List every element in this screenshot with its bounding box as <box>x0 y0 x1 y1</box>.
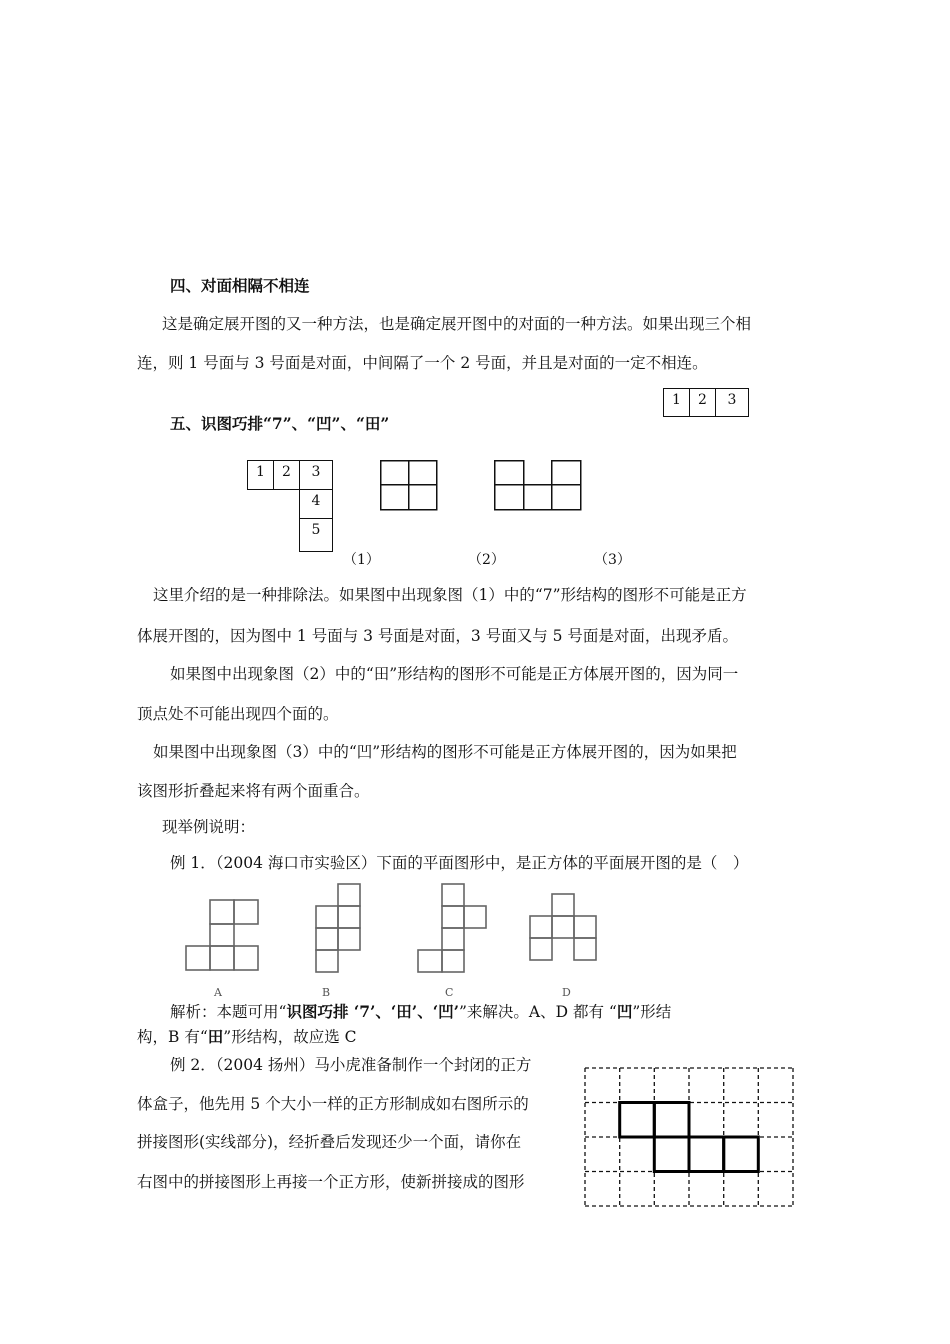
option-d-label: D <box>562 986 571 999</box>
figure-tian-shape <box>380 460 440 512</box>
fig1-cell-4: 4 <box>299 489 333 519</box>
fig1-cell-5: 5 <box>299 518 333 552</box>
fig1-cell-3: 3 <box>299 460 333 490</box>
section5-heading: 五、识图巧排“7”、“凹”、“田” <box>170 414 390 433</box>
example1-analysis-line2 <box>137 1027 356 1047</box>
analysis-prefix: 解析：本题可用“ <box>170 1003 287 1021</box>
fig1-cell-1: 1 <box>247 460 274 490</box>
figure-ao-shape <box>494 460 584 512</box>
caption-2: （2） <box>468 552 505 568</box>
option-c-label: C <box>445 986 454 999</box>
section4-para-line2: 连，则 1 号面与 3 号面是对面，中间隔了一个 2 号面，并且是对面的一定不相连。 <box>137 354 708 372</box>
analysis-line2-bold: 田 <box>207 1027 224 1046</box>
option-d-net <box>530 894 596 960</box>
strip-cell-3: 3 <box>715 388 749 417</box>
option-a-label: A <box>214 986 222 999</box>
example1-analysis-line1 <box>170 1002 671 1022</box>
example2-line1: 例 2．（2004 扬州）马小虎准备制作一个封闭的正方 <box>170 1056 532 1074</box>
option-b-net <box>316 884 360 972</box>
section4-heading: 四、对面相隔不相连 <box>170 276 310 295</box>
analysis-line2-b: ”形结构，故应选 C <box>223 1028 357 1046</box>
analysis-end: ”形结 <box>632 1003 672 1021</box>
section4-para-line1: 这是确定展开图的又一种方法，也是确定展开图中的对面的一种方法。如果出现三个相 <box>162 315 752 333</box>
option-b-label: B <box>322 986 331 999</box>
option-a-net <box>186 900 258 970</box>
example2-line3: 拼接图形(实线部分)，经折叠后发现还少一个面，请你在 <box>137 1133 522 1151</box>
option-c-net <box>418 884 486 972</box>
strip-cell-1: 1 <box>663 388 690 417</box>
analysis-bold2: 凹 <box>616 1002 633 1021</box>
para1-line2: 体展开图的，因为图中 1 号面与 3 号面是对面，3 号面又与 5 号面是对面，出现矛盾。 <box>137 627 738 645</box>
para3-line1: 如果图中出现象图（3）中的“凹”形结构的图形不可能是正方体展开图的，因为如果把 <box>153 743 737 761</box>
example1-options-figure <box>186 884 626 1000</box>
caption-1: （1） <box>343 552 380 568</box>
analysis-line2-a: 构，B 有“ <box>137 1028 208 1046</box>
analysis-mid: ”来解决。A、D 都有 “ <box>459 1003 617 1021</box>
fig1-cell-2: 2 <box>273 460 300 490</box>
analysis-bold: 识图巧排 ‘7’、‘田’、‘凹’ <box>286 1002 459 1021</box>
para3-line2: 该图形折叠起来将有两个面重合。 <box>137 782 370 800</box>
strip-cell-2: 2 <box>689 388 716 417</box>
example2-grid-figure <box>585 1068 797 1210</box>
para2-line1: 如果图中出现象图（2）中的“田”形结构的图形不可能是正方体展开图的，因为同一 <box>170 665 739 683</box>
intro-text: 现举例说明： <box>162 818 256 836</box>
example2-line4: 右图中的拼接图形上再接一个正方形，使新拼接成的图形 <box>137 1173 525 1191</box>
para2-line2: 顶点处不可能出现四个面的。 <box>137 705 339 723</box>
example2-line2: 体盒子，他先用 5 个大小一样的正方形制成如右图所示的 <box>137 1095 529 1113</box>
solid-net-shape <box>620 1103 759 1172</box>
example1-question: 例 1．（2004 海口市实验区）下面的平面图形中，是正方体的平面展开图的是（ ） <box>170 854 749 872</box>
para1-line1: 这里介绍的是一种排除法。如果图中出现象图（1）中的“7”形结构的图形不可能是正方 <box>153 586 747 604</box>
caption-3: （3） <box>594 552 631 568</box>
